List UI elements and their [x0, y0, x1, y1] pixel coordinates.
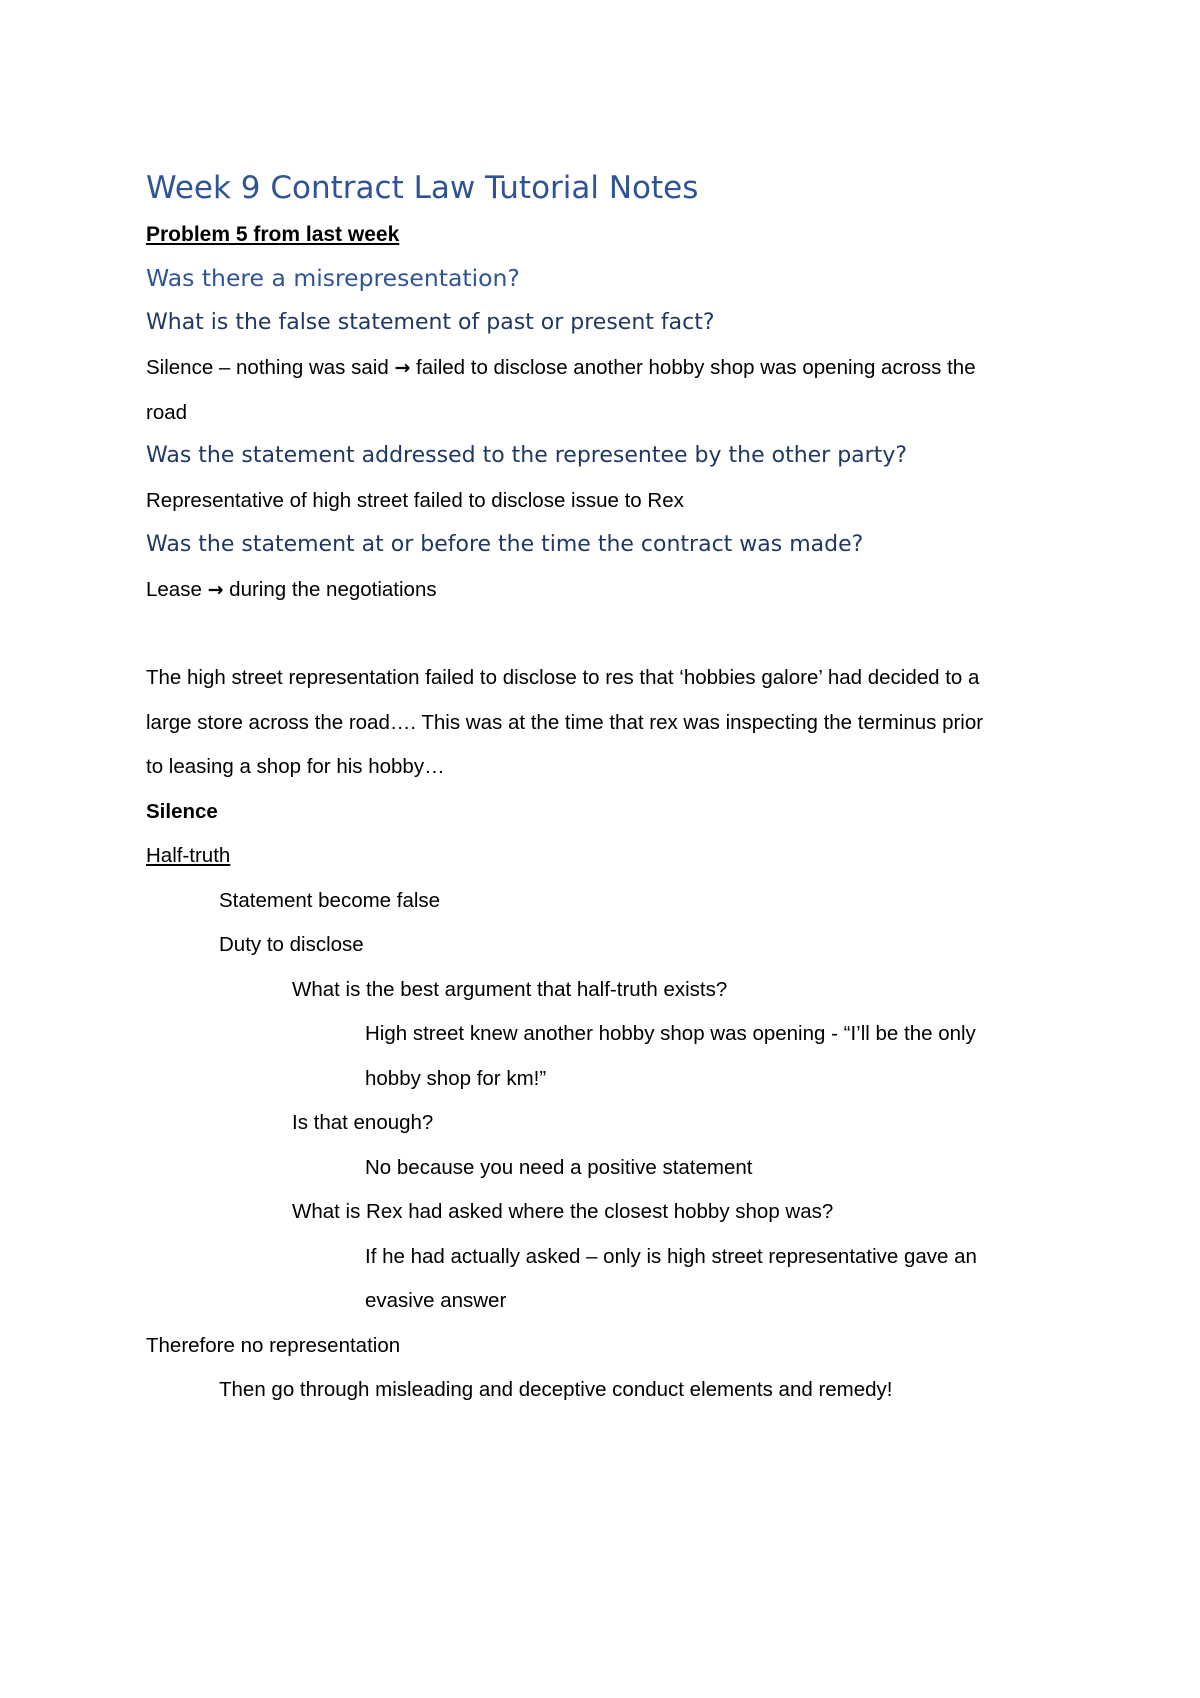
- question-false-statement: What is the false statement of past or present fact?: [146, 310, 715, 335]
- answer-timing: [146, 568, 1076, 613]
- outline-best-argument-answer-1: High street knew another hobby shop was opening - “I’ll be the only: [365, 1022, 976, 1045]
- answer-silence-line: [146, 346, 1076, 391]
- problem-subheading: Problem 5 from last week: [146, 223, 400, 246]
- facts-paragraph-line-1: The high street representation failed to disclose to res that ‘hobbies galore’ had decided to a: [146, 666, 980, 689]
- next-step-line: Then go through misleading and deceptive conduct elements and remedy!: [219, 1378, 893, 1401]
- document-title: Week 9 Contract Law Tutorial Notes: [146, 170, 699, 206]
- arrow-right-icon: →: [394, 357, 411, 379]
- facts-paragraph-line-2: large store across the road…. This was at the time that rex was inspecting the terminus prior: [146, 710, 984, 734]
- conclusion-line: Therefore no representation: [146, 1333, 401, 1357]
- question-timing: Was the statement at or before the time the contract was made?: [146, 531, 864, 557]
- answer-timing-text-b: during the negotiations: [223, 577, 437, 601]
- blank-line: [146, 612, 1076, 656]
- outline-best-argument-question: What is the best argument that half-truth exists?: [292, 977, 728, 1001]
- outline-duty-disclose: Duty to disclose: [219, 933, 364, 956]
- outline-enough-answer: No because you need a positive statement: [365, 1155, 753, 1179]
- outline-rex-asked-answer-2: evasive answer: [365, 1289, 507, 1312]
- facts-paragraph-line-3: to leasing a shop for his hobby…: [146, 755, 445, 778]
- half-truth-label: Half-truth: [146, 844, 231, 867]
- outline-enough-question: Is that enough?: [292, 1111, 434, 1134]
- document-body: [146, 166, 1076, 1413]
- outline-statement-false: Statement become false: [219, 888, 441, 912]
- question-addressed: Was the statement addressed to the representee by the other party?: [146, 443, 908, 468]
- outline-best-argument-answer-2: hobby shop for km!”: [365, 1066, 547, 1090]
- arrow-right-icon: →: [207, 578, 224, 601]
- outline-rex-asked-answer-1: If he had actually asked – only is high street representative gave an: [365, 1244, 977, 1268]
- outline-rex-asked-question: What is Rex had asked where the closest hobby shop was?: [292, 1200, 834, 1223]
- answer-silence-text-a: Silence – nothing was said: [146, 356, 395, 379]
- answer-silence-continuation: road: [146, 400, 188, 424]
- silence-label: Silence: [146, 799, 218, 823]
- answer-timing-text-a: Lease: [146, 577, 208, 601]
- answer-addressed: Representative of high street failed to disclose issue to Rex: [146, 489, 684, 512]
- misrepresentation-heading: Was there a misrepresentation?: [146, 264, 520, 292]
- answer-silence-text-b: failed to disclose another hobby shop was opening across the: [410, 356, 976, 379]
